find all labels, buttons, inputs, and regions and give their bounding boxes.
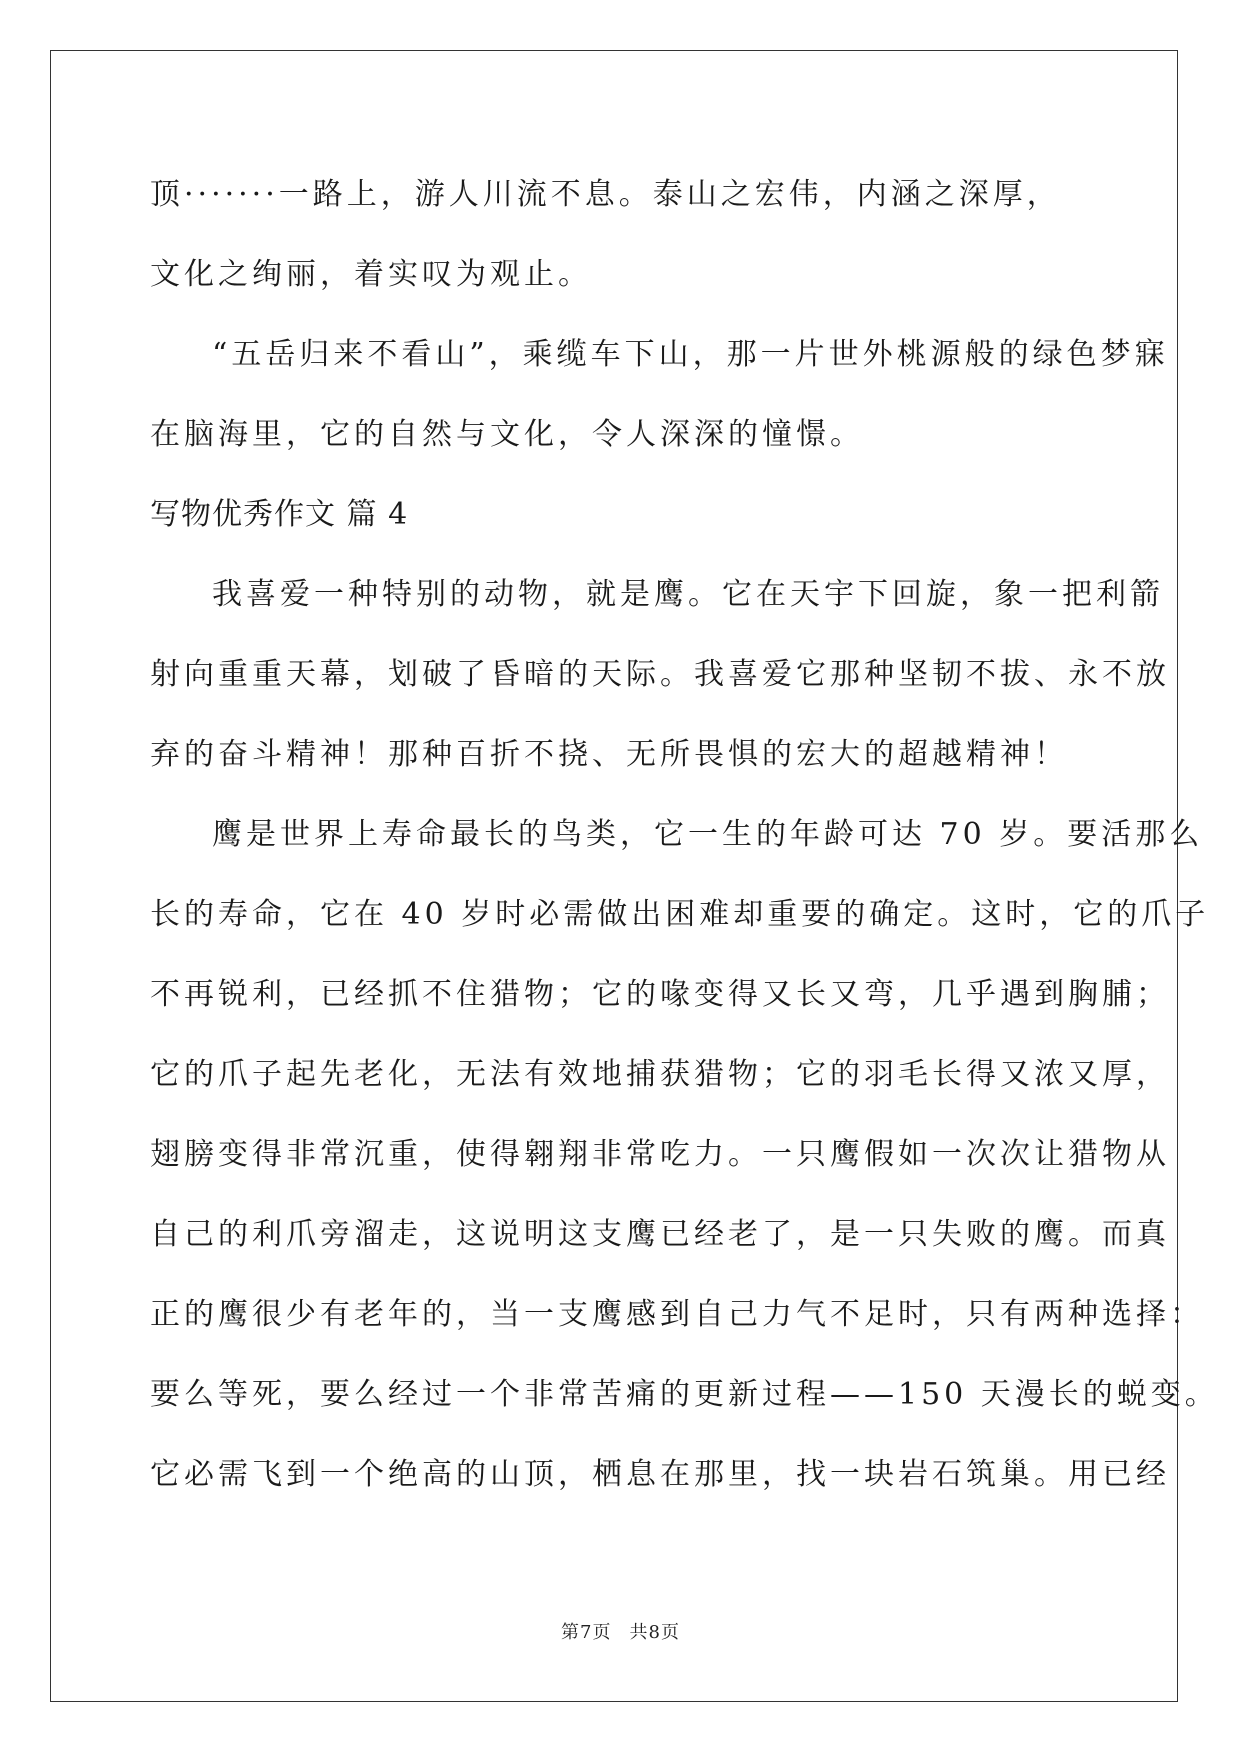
paragraph-start-line: “五岳归来不看山”，乘缆车下山，那一片世外桃源般的绿色梦寐 (212, 337, 1169, 372)
text-line: 弃的奋斗精神！那种百折不挠、无所畏惧的宏大的超越精神！ (150, 737, 1068, 772)
text-line: 射向重重天幕，划破了昏暗的天际。我喜爱它那种坚韧不拔、永不放 (150, 657, 1170, 692)
section-heading: 写物优秀作文 篇 4 (150, 497, 409, 532)
text-line: 顶·······一路上，游人川流不息。泰山之宏伟，内涵之深厚， (150, 177, 1061, 212)
page-number: 第7页 (561, 1622, 612, 1643)
text-line: 自己的利爪旁溜走，这说明这支鹰已经老了，是一只失败的鹰。而真 (150, 1217, 1170, 1252)
paragraph-start-line: 我喜爱一种特别的动物，就是鹰。它在天宇下回旋，象一把利箭 (212, 577, 1164, 612)
text-line: 不再锐利，已经抓不住猎物；它的喙变得又长又弯，几乎遇到胸脯； (150, 977, 1170, 1012)
text-line: 在脑海里，它的自然与文化，令人深深的憧憬。 (150, 417, 864, 452)
text-line: 它的爪子起先老化，无法有效地捕获猎物；它的羽毛长得又浓又厚， (150, 1057, 1170, 1092)
text-line: 翅膀变得非常沉重，使得翱翔非常吃力。一只鹰假如一次次让猎物从 (150, 1137, 1170, 1172)
document-body (150, 155, 1219, 1515)
page-footer (0, 1618, 1241, 1644)
paragraph-start-line: 鹰是世界上寿命最长的鸟类，它一生的年龄可达 70 岁。要活那么 (212, 817, 1204, 852)
total-pages: 共8页 (629, 1622, 680, 1643)
text-line: 要么等死，要么经过一个非常苦痛的更新过程——150 天漫长的蜕变。 (150, 1377, 1219, 1412)
text-line: 长的寿命，它在 40 岁时必需做出困难却重要的确定。这时，它的爪子 (150, 897, 1210, 932)
text-line: 文化之绚丽，着实叹为观止。 (150, 257, 592, 292)
text-line: 正的鹰很少有老年的，当一支鹰感到自己力气不足时，只有两种选择： (150, 1297, 1204, 1332)
text-line: 它必需飞到一个绝高的山顶，栖息在那里，找一块岩石筑巢。用已经 (150, 1457, 1170, 1492)
